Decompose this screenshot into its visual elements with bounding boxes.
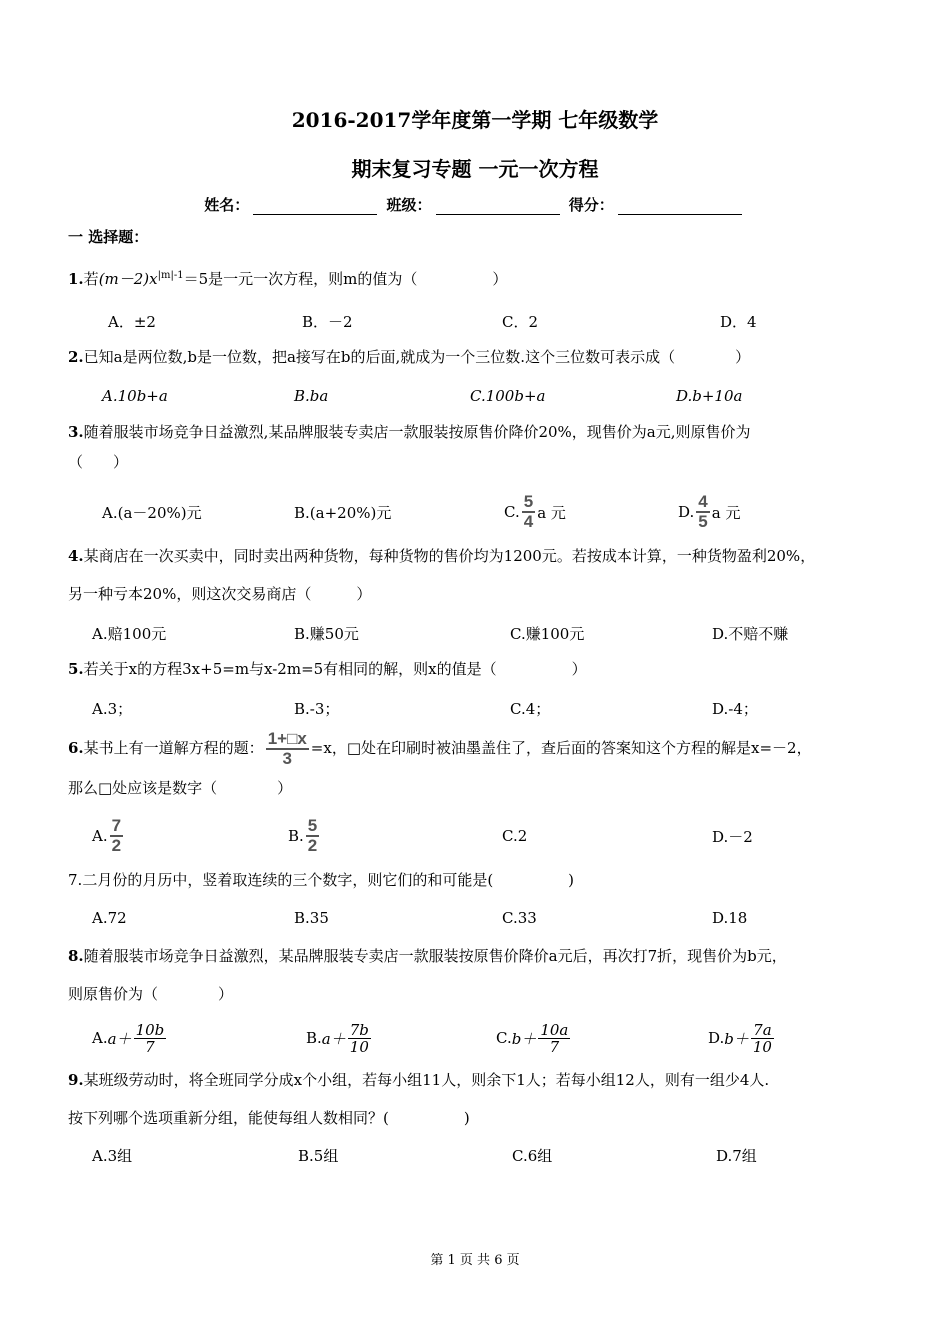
- option-a[interactable]: A．±2: [108, 312, 156, 331]
- question-number: 1.: [68, 270, 84, 288]
- option-a[interactable]: A.赔100元: [92, 624, 167, 643]
- class-blank[interactable]: [436, 200, 560, 215]
- question-4: [68, 544, 888, 606]
- option-a[interactable]: A.(a－20%)元: [102, 503, 202, 522]
- fraction: [696, 493, 709, 531]
- option-a[interactable]: A.3组: [92, 1146, 133, 1165]
- option-d[interactable]: D.7组: [716, 1146, 757, 1165]
- denominator: 5: [698, 512, 708, 531]
- question-text: 那么□处应该是数字（ ）: [68, 779, 293, 797]
- name-blank[interactable]: [253, 200, 377, 215]
- fraction: [110, 817, 123, 855]
- option-b[interactable]: B.35: [294, 909, 329, 927]
- question-text: （ ）: [68, 453, 129, 471]
- denominator: 2: [111, 836, 122, 855]
- option-letter: C.: [496, 1029, 512, 1047]
- numerator: 5: [307, 816, 318, 835]
- class-label: 班级：: [386, 196, 432, 214]
- question-text: 按下列哪个选项重新分组，能使每组人数相同？( ): [68, 1109, 470, 1127]
- option-b[interactable]: B.(a+20%)元: [294, 503, 392, 522]
- option-d[interactable]: D.－2: [712, 827, 753, 846]
- option-expr: a＋: [107, 1029, 132, 1048]
- question-text: 随着服装市场竞争日益激烈，某品牌服装专卖店一款服装按原售价降价a元后，再次打7折，现售价为b元，: [83, 947, 787, 965]
- page-footer: 第 1 页 共 6 页: [430, 1253, 520, 1268]
- option-b[interactable]: B.-3；: [294, 699, 340, 718]
- fraction: [522, 493, 535, 531]
- option-expr: b＋: [511, 1029, 537, 1048]
- option-c[interactable]: C.4；: [510, 699, 551, 718]
- page-title: 2016-2017学年度第一学期 七年级数学: [291, 108, 659, 132]
- question-7: [68, 868, 888, 892]
- question-number: 4.: [68, 547, 84, 565]
- option-letter: A.: [92, 827, 108, 845]
- denominator: 7: [145, 1037, 155, 1056]
- denominator: 10: [349, 1037, 369, 1056]
- question-2: [68, 345, 888, 369]
- option-letter: B.: [306, 1029, 322, 1047]
- equation-expr: (m－2)x: [98, 270, 158, 288]
- numerator: 4: [698, 492, 708, 511]
- question-number: 5.: [68, 660, 84, 678]
- numerator: 5: [523, 492, 534, 511]
- option-c[interactable]: C.6组: [512, 1146, 553, 1165]
- score-blank[interactable]: [618, 200, 742, 215]
- option-b[interactable]: B．－2: [302, 312, 353, 331]
- option-letter: D.: [708, 1029, 725, 1047]
- option-c[interactable]: [496, 1018, 572, 1058]
- exponent: |m|-1: [157, 270, 184, 281]
- option-d[interactable]: D.b+10a: [676, 387, 743, 405]
- option-d[interactable]: D.不赔不赚: [712, 624, 789, 643]
- option-suffix: a 元: [711, 503, 741, 522]
- question-text: 另一种亏本20%，则这次交易商店（ ）: [68, 585, 372, 603]
- question-text: ＝5是一元一次方程，则m的值为（ ）: [183, 270, 508, 288]
- option-letter: D.: [678, 503, 695, 521]
- option-c[interactable]: C.赚100元: [510, 624, 585, 643]
- option-a[interactable]: [92, 818, 125, 854]
- question-8: [68, 944, 888, 1006]
- option-b[interactable]: [306, 1018, 373, 1058]
- student-info-line: [0, 194, 950, 215]
- options-6: [92, 818, 892, 854]
- score-label: 得分：: [568, 196, 614, 214]
- question-text: 则原售价为（ ）: [68, 985, 234, 1003]
- fraction: [348, 1022, 371, 1055]
- option-b[interactable]: [288, 818, 321, 854]
- page-subtitle: 期末复习专题 一元一次方程: [351, 157, 599, 181]
- options-8: [92, 1018, 892, 1058]
- question-number: 8.: [68, 947, 84, 965]
- option-c[interactable]: C.2: [502, 827, 528, 845]
- question-text: 某商店在一次买卖中，同时卖出两种货物，每种货物的售价均为1200元。若按成本计算，一种货物盈利20%，: [83, 547, 816, 565]
- options-2: [92, 378, 892, 414]
- options-1: [92, 303, 892, 339]
- option-d[interactable]: D．4: [720, 312, 757, 331]
- options-9: [92, 1137, 892, 1173]
- question-text: 若关于x的方程3x+5=m与x-2m=5有相同的解，则x的值是（ ）: [83, 660, 587, 678]
- name-label: 姓名：: [204, 196, 250, 214]
- option-letter: B.: [288, 827, 304, 845]
- section-heading: 一 选择题：: [68, 228, 149, 246]
- option-a[interactable]: A.10b+a: [102, 387, 168, 405]
- fraction: [306, 817, 319, 855]
- numerator: 7b: [349, 1020, 369, 1039]
- question-9: [68, 1068, 888, 1130]
- option-d[interactable]: D.-4；: [712, 699, 758, 718]
- question-text: 随着服装市场竞争日益激烈,某品牌服装专卖店一款服装按原售价降价20%，现售价为a元,则原售价为: [83, 423, 751, 441]
- question-number: 9.: [68, 1071, 84, 1089]
- option-expr: a＋: [321, 1029, 346, 1048]
- equation-fraction: [266, 730, 309, 768]
- numerator: 10a: [540, 1020, 569, 1039]
- options-4: [92, 615, 892, 651]
- option-d[interactable]: [708, 1018, 776, 1058]
- option-b[interactable]: B.ba: [294, 387, 329, 405]
- question-text: 若: [83, 270, 99, 288]
- option-b[interactable]: B.赚50元: [294, 624, 359, 643]
- option-expr: b＋: [724, 1029, 749, 1048]
- options-5: [92, 690, 892, 726]
- option-d[interactable]: [678, 494, 740, 530]
- question-text: 已知a是两位数,b是一位数，把a接写在b的后面,就成为一个三位数.这个三位数可表示成（ ）: [83, 348, 751, 366]
- numerator: 10b: [135, 1020, 165, 1039]
- options-7: [92, 900, 892, 936]
- denominator: 4: [523, 512, 534, 531]
- option-suffix: a 元: [537, 503, 566, 522]
- numerator: 7: [111, 816, 122, 835]
- numerator: 1+□x: [267, 729, 307, 748]
- question-1: [68, 264, 888, 291]
- options-3: [92, 494, 892, 530]
- fraction: [134, 1022, 167, 1055]
- denominator: 3: [282, 749, 292, 768]
- option-c[interactable]: [504, 494, 566, 530]
- denominator: 7: [549, 1037, 560, 1056]
- denominator: 2: [307, 836, 318, 855]
- option-a[interactable]: A.72: [92, 909, 127, 927]
- option-letter: A.: [92, 1029, 108, 1047]
- option-c[interactable]: C．2: [502, 312, 539, 331]
- option-c[interactable]: C.100b+a: [470, 387, 546, 405]
- fraction: [538, 1022, 570, 1055]
- question-3: [68, 420, 888, 474]
- option-b[interactable]: B.5组: [298, 1146, 339, 1165]
- question-number: 2.: [68, 348, 84, 366]
- option-c[interactable]: C.33: [502, 909, 537, 927]
- question-number: 7.: [68, 871, 83, 889]
- option-a[interactable]: A.3；: [92, 699, 133, 718]
- question-text: =x，□处在印刷时被油墨盖住了，查后面的答案知这个方程的解是x=－2，: [310, 739, 812, 757]
- option-d[interactable]: D.18: [712, 909, 748, 927]
- question-text: 某班级劳动时，将全班同学分成x个小组，若每小组11人，则余下1人；若每小组12人，则有一组少4人.: [83, 1071, 770, 1089]
- fraction: [751, 1022, 774, 1055]
- option-letter: C.: [504, 503, 520, 521]
- question-number: 6.: [68, 739, 84, 757]
- question-5: [68, 657, 888, 681]
- question-text: 某书上有一道解方程的题：: [83, 739, 264, 757]
- question-text: 二月份的月历中，竖着取连续的三个数字，则它们的和可能是( ): [82, 871, 575, 889]
- denominator: 10: [752, 1037, 772, 1056]
- question-number: 3.: [68, 423, 84, 441]
- option-a[interactable]: [92, 1018, 168, 1058]
- question-6: [68, 728, 888, 808]
- numerator: 7a: [753, 1020, 772, 1039]
